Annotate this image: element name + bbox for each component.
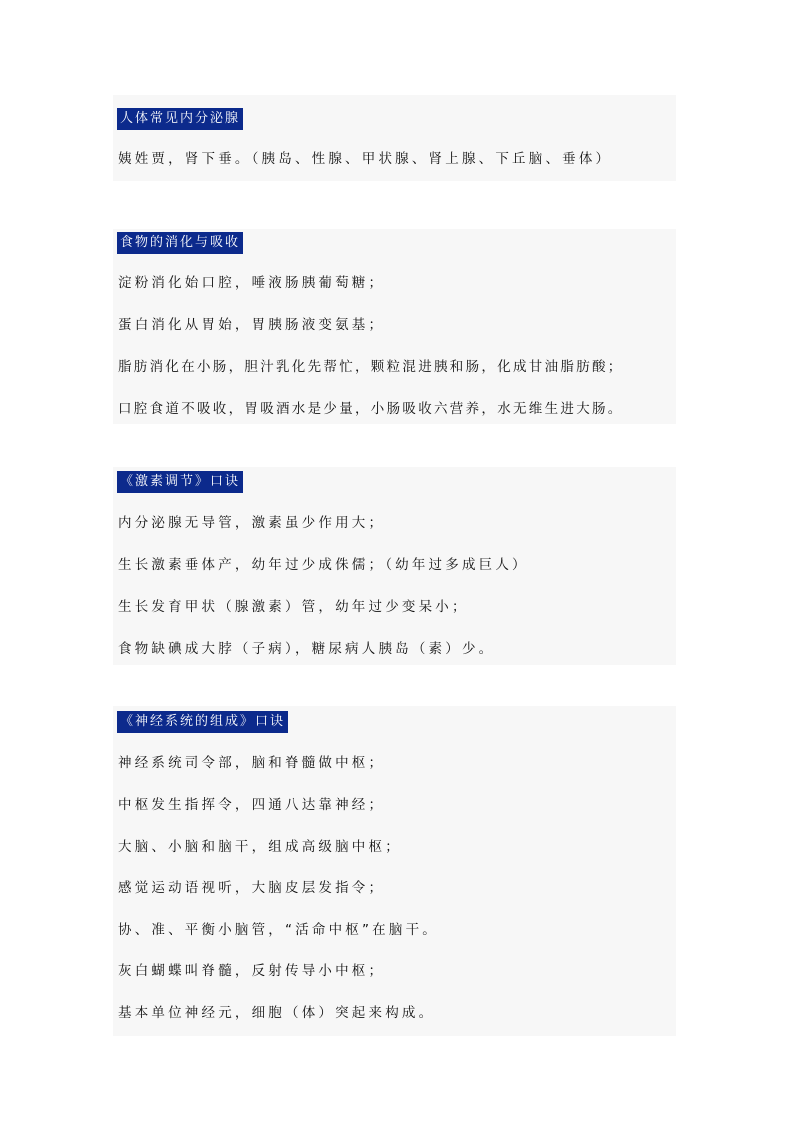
text-line: 内分泌腺无导管，激素虽少作用大； <box>118 515 386 531</box>
text-line: 淀粉消化始口腔，唾液肠胰葡萄糖； <box>118 275 386 291</box>
text-line: 生长激素垂体产，幼年过少成侏儒；（幼年过多成巨人） <box>118 557 529 573</box>
text-line: 灰白蝴蝶叫脊髓，反射传导小中枢； <box>118 963 386 979</box>
text-line: 神经系统司令部，脑和脊髓做中枢； <box>118 755 386 771</box>
section-heading: 人体常见内分泌腺 <box>117 108 243 130</box>
text-line: 中枢发生指挥令，四通八达靠神经； <box>118 797 386 813</box>
text-line: 协、准、平衡小脑管，“活命中枢”在脑干。 <box>118 922 439 938</box>
text-line: 蛋白消化从胃始，胃胰肠液变氨基； <box>118 317 386 333</box>
text-line: 姨姓贾，肾下垂。（胰岛、性腺、甲状腺、肾上腺、下丘脑、垂体） <box>118 151 613 167</box>
section-heading: 《神经系统的组成》口诀 <box>117 711 288 733</box>
section-heading: 食物的消化与吸收 <box>117 232 243 254</box>
text-line: 口腔食道不吸收，胃吸酒水是少量，小肠吸收六营养，水无维生进大肠。 <box>118 401 624 417</box>
text-line: 感觉运动语视听，大脑皮层发指令； <box>118 880 386 896</box>
text-line: 脂肪消化在小肠，胆汁乳化先帮忙，颗粒混进胰和肠，化成甘油脂肪酸； <box>118 359 624 375</box>
text-line: 食物缺碘成大脖（子病），糖尿病人胰岛（素）少。 <box>118 641 496 657</box>
section-heading: 《激素调节》口诀 <box>117 471 243 493</box>
text-line: 基本单位神经元，细胞（体）突起来构成。 <box>118 1005 436 1021</box>
text-line: 大脑、小脑和脑干，组成高级脑中枢； <box>118 839 402 855</box>
text-line: 生长发育甲状（腺激素）管，幼年过少变呆小； <box>118 599 469 615</box>
